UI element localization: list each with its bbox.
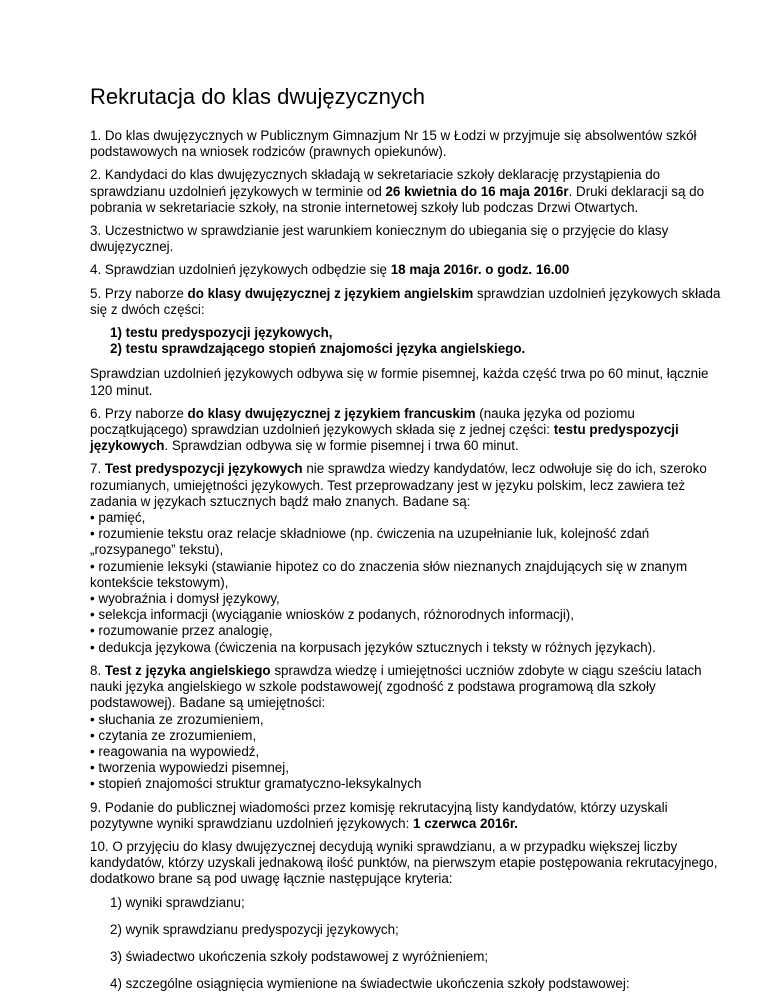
list-item: • czytania ze zrozumieniem, <box>90 727 257 743</box>
paragraph-4: 4. Sprawdzian uzdolnień językowych odbędzie się 18 maja 2016r. o godz. 16.00 <box>90 262 570 278</box>
paragraph-9: 9. Podanie do publicznej wiadomości przez komisję rekrutacyjną listy kandydatów, którzy uzyskali pozytywne wyniki sprawdzianu uzdolnień językowych: 1 czerwca 2016r. <box>90 799 668 831</box>
list-item: 2) testu sprawdzającego stopień znajomości języka angielskiego. <box>110 341 526 357</box>
paragraph-10: 10. O przyjęciu do klasy dwujęzycznej decydują wyniki sprawdzianu, a w przypadku większej liczby kandydatów, którzy uzyskali jednakową ilość punktów, na pierwszym etapie postępowania rekrutacyjnego, dodatkowo brane są pod uwagę łącznie następujące kryteria: <box>90 838 718 887</box>
list-item: • wyobraźnia i domysł językowy, <box>90 591 280 607</box>
list-item: • reagowania na wypowiedź, <box>90 743 260 759</box>
paragraph-8: 8. Test z języka angielskiego sprawdza wiedzę i umiejętności uczniów zdobyte w ciągu sześciu latach nauki języka angielskiego w szkole podstawowej( zgodność z podstawa programową dla szkoły podstawowej). Badane są umiejętności: • słuchania ze zrozumieniem, • czytania ze zrozumieniem, • reagowania na wypowiedź, • tworzenia wypowiedzi pisemnej, • stopień znajomości struktur gramatyczno-leksykalnych <box>90 662 702 792</box>
list-item: • rozumowanie przez analogię, <box>90 623 273 639</box>
paragraph-2: 2. Kandydaci do klas dwujęzycznych składają w sekretariacie szkoły deklarację przystąpienia do sprawdzianu uzdolnień językowych w terminie od 26 kwietnia do 16 maja 2016r. Druki deklaracji są do pobrania w sekretariacie szkoły, na stronie internetowej szkoły lub podczas Drzwi Otwartych. <box>90 167 705 215</box>
paragraph-7: 7. Test predyspozycji językowych nie sprawdza wiedzy kandydatów, lecz odwołuje się do ich, szeroko rozumianych, umiejętności językowych. Test przeprowadzany jest w języku polskim, lecz zawiera też zadania w językach sztucznych bądź mało znanych. Badane są: • pamięć, • rozumienie tekstu oraz relacje składniowe (np. ćwiczenia na uzupełnianie luk, kolejność zdań „rozsypanego” tekstu), • rozumienie leksyki (stawianie hipotez co do znaczenia słów nieznanych znajdujących się w znanym kontekście tekstowym), • wyobraźnia i domysł językowy, • selekcja informacji (wyciąganie wniosków z podanych, różnorodnych informacji), • rozumowanie przez analogię, • dedukcja językowa (ćwiczenia na korpusach języków sztucznych i teksty w różnych językach). <box>90 461 707 655</box>
list-item: • pamięć, <box>90 510 146 526</box>
list-item: • selekcja informacji (wyciąganie wniosków z podanych, różnorodnych informacji), <box>90 607 574 623</box>
paragraph-1: 1. Do klas dwujęzycznych w Publicznym Gimnazjum Nr 15 w Łodzi w przyjmuje się absolwentów szkół podstawowych na wniosek rodziców (prawnych opiekunów). <box>90 128 697 160</box>
test-parts-list <box>90 325 730 357</box>
list-item: 1) testu predyspozycji językowych, <box>110 325 333 341</box>
paragraph-3: 3. Uczestnictwo w sprawdzianie jest warunkiem koniecznym do ubiegania się o przyjęcie do klasy dwujęzycznej. <box>90 223 669 255</box>
page-title: Rekrutacja do klas dwujęzycznych <box>90 84 426 109</box>
paragraph-6: 6. Przy naborze do klasy dwujęzycznej z językiem francuskim (nauka języka od poziomu początkującego) sprawdzian uzdolnień językowych składa się z jednej części: testu predyspozycji językowych. Sprawdzian odbywa się w formie pisemnej i trwa 60 minut. <box>90 405 679 454</box>
list-item: • dedukcja językowa (ćwiczenia na korpusach języków sztucznych i teksty w różnych językach). <box>90 639 656 655</box>
list-item: • stopień znajomości struktur gramatyczno-leksykalnych <box>90 776 422 792</box>
criteria-item: 1) wyniki sprawdzianu; <box>110 894 245 910</box>
criteria-item: 4) szczególne osiągnięcia wymienione na świadectwie ukończenia szkoły podstawowej: <box>110 976 630 992</box>
criteria-item: 3) świadectwo ukończenia szkoły podstawowej z wyróżnieniem; <box>110 948 489 964</box>
paragraph-5-note: Sprawdzian uzdolnień językowych odbywa się w formie pisemnej, każda część trwa po 60 minut, łącznie 120 minut. <box>90 366 709 398</box>
list-item: • rozumienie leksyki (stawianie hipotez co do znaczenia słów nieznanych znajdujących się w znanym kontekście tekstowym), <box>90 558 688 590</box>
list-item: • rozumienie tekstu oraz relacje składniowe (np. ćwiczenia na uzupełnianie luk, kolejność zdań „rozsypanego” tekstu), <box>90 526 650 558</box>
paragraph-5: 5. Przy naborze do klasy dwujęzycznej z językiem angielskim sprawdzian uzdolnień językowych składa się z dwóch części: <box>90 285 721 317</box>
list-item: • słuchania ze zrozumieniem, <box>90 711 264 727</box>
criteria-item: 2) wynik sprawdzianu predyspozycji językowych; <box>110 921 399 937</box>
list-item: • tworzenia wypowiedzi pisemnej, <box>90 760 289 776</box>
document-body <box>90 128 730 1003</box>
